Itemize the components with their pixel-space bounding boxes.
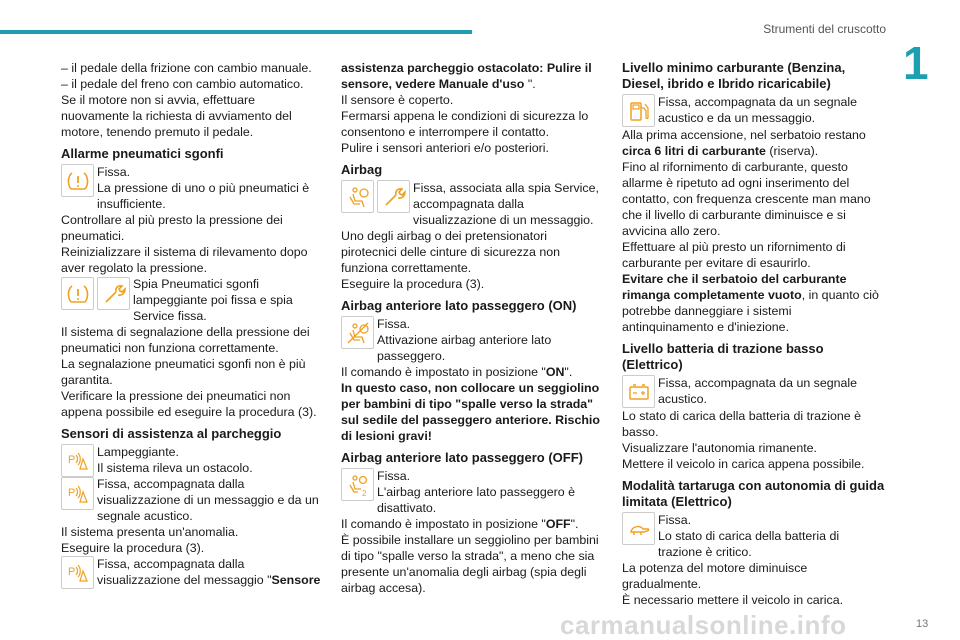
text: Fissa, accompagnata dalla visualizzazione del messaggio "	[97, 557, 272, 587]
text: L'airbag anteriore lato passeggero è disattivato.	[377, 485, 575, 515]
fuel-icon	[622, 94, 655, 127]
text: Se il motore non si avvia, effettuare nuovamente la richiesta di avviamento del motore, tenendo premuto il pedale.	[61, 93, 292, 139]
text: Pulire i sensori anteriori e/o posteriori.	[341, 141, 549, 155]
column-1	[61, 60, 323, 589]
text: Reinizializzare il sistema di rilevamento dopo aver regolato la pressione.	[61, 245, 308, 275]
text: Fissa, accompagnata da un segnale acustico e da un messaggio.	[658, 95, 858, 125]
page-number: 13	[916, 618, 929, 630]
text: ".	[570, 517, 579, 531]
text: Il sistema di segnalazione della pressione dei pneumatici non funziona correttamente.	[61, 325, 310, 355]
parking-sensor-icon	[61, 556, 94, 589]
text: È possibile installare un seggiolino per bambini di tipo "spalle verso la strada", a meno che sia presente un'anomalia degli airbag (spia degli airbag accesa).	[341, 533, 599, 595]
text: Spia Pneumatici sgonfi lampeggiante poi fissa e spia Service fissa.	[133, 277, 293, 323]
watermark: carmanualsonline.info	[560, 610, 847, 640]
airbag-on-icon	[341, 316, 374, 349]
text-bold: ON	[545, 365, 565, 379]
text: Fino al rifornimento di carburante, questo allarme è ripetuto ad ogni inserimento del contatto, con frequenza crescente man mano che il livello di carburante diminuisce e si avvicina allo zero.	[622, 160, 871, 238]
airbag-icon	[341, 180, 374, 213]
text: Eseguire la procedura (3).	[61, 541, 205, 555]
tyre-pressure-icon	[61, 164, 94, 197]
tyre-pressure-icon	[61, 277, 94, 310]
text: – il pedale della frizione con cambio manuale.	[61, 61, 312, 75]
airbag-off-icon	[341, 468, 374, 501]
text: Il sistema rileva un ostacolo.	[97, 461, 253, 475]
text: (riserva).	[765, 144, 819, 158]
service-wrench-icon	[377, 180, 410, 213]
text: Lo stato di carica della batteria di trazione è critico.	[658, 529, 840, 559]
text: , in quanto ciò potrebbe danneggiare i sistemi antinquinamento e d'iniezione.	[622, 288, 879, 334]
text: Fissa.	[658, 513, 692, 527]
section-heading: Allarme pneumatici sgonfi	[61, 146, 224, 161]
text: Fermarsi appena le condizioni di sicurezza lo consentono e interrompere il contatto.	[341, 109, 589, 139]
text: Fissa.	[97, 165, 131, 179]
warning-text: In questo caso, non collocare un seggiolino per bambini di tipo "spalle verso la strada" sul sedile del passeggero anteriore. Rischio di lesioni gravi!	[341, 381, 600, 443]
text: Effettuare al più presto un rifornimento di carburante per evitare di esaurirlo.	[622, 240, 846, 270]
text: Alla prima accensione, nel serbatoio restano	[622, 128, 866, 142]
text-bold: Sensore	[271, 573, 321, 587]
text: Mettere il veicolo in carica appena possibile.	[622, 457, 865, 471]
service-wrench-icon	[97, 277, 130, 310]
svg-text:P: P	[67, 453, 75, 466]
text: Il comando è impostato in posizione "	[341, 517, 546, 531]
text-bold: OFF	[545, 517, 571, 531]
section-heading: Airbag anteriore lato passeggero (ON)	[341, 298, 577, 313]
section-heading: Modalità tartaruga con autonomia di guida limitata (Elettrico)	[622, 478, 885, 509]
text: Lampeggiante.	[97, 445, 179, 459]
text: Fissa.	[377, 469, 411, 483]
text: La pressione di uno o più pneumatici è insufficiente.	[97, 181, 310, 211]
text: Lo stato di carica della batteria di trazione è basso.	[622, 409, 862, 439]
header-accent-bar	[0, 30, 472, 34]
text-bold: Evitare che il serbatoio del carburante rimanga completamente vuoto	[622, 272, 847, 302]
text: La potenza del motore diminuisce gradualmente.	[622, 561, 808, 591]
text: – il pedale del freno con cambio automatico.	[61, 77, 304, 91]
section-heading: Livello minimo carburante (Benzina, Diesel, ibrido e Ibrido ricaricabile)	[622, 60, 846, 91]
text: Fissa, associata alla spia Service, accompagnata dalla visualizzazione di un messaggio.	[413, 181, 599, 227]
text: ".	[564, 365, 573, 379]
text: La segnalazione pneumatici sgonfi non è più garantita.	[61, 357, 306, 387]
section-heading: Airbag anteriore lato passeggero (OFF)	[341, 450, 583, 465]
header-title: Strumenti del cruscotto	[763, 22, 886, 36]
section-heading: Sensori di assistenza al parcheggio	[61, 426, 282, 441]
text: Attivazione airbag anteriore lato passeggero.	[377, 333, 552, 363]
text: Fissa, accompagnata da un segnale acustico.	[658, 376, 858, 406]
text-bold: circa 6 litri di carburante	[622, 144, 766, 158]
section-heading: Airbag	[341, 162, 383, 177]
svg-text:P: P	[67, 486, 75, 499]
column-2	[341, 60, 603, 596]
column-3	[622, 60, 886, 608]
svg-text:P: P	[67, 565, 75, 578]
traction-battery-icon	[622, 375, 655, 408]
text: È necessario mettere il veicolo in carica.	[622, 593, 844, 607]
text: Il sistema presenta un'anomalia.	[61, 525, 239, 539]
text: Verificare la pressione dei pneumatici non appena possibile ed eseguire la procedura (3).	[61, 389, 317, 419]
text: Visualizzare l'autonomia rimanente.	[622, 441, 817, 455]
text: Il comando è impostato in posizione "	[341, 365, 546, 379]
text: ".	[524, 77, 536, 91]
text: Eseguire la procedura (3).	[341, 277, 485, 291]
text: Fissa.	[377, 317, 411, 331]
svg-text:2: 2	[361, 488, 366, 497]
text: Fissa, accompagnata dalla visualizzazione di un messaggio e da un segnale acustico.	[97, 477, 319, 523]
section-heading: Livello batteria di trazione basso (Elettrico)	[622, 341, 824, 372]
text: Uno degli airbag o dei pretensionatori pirotecnici delle cinture di sicurezza non funziona correttamente.	[341, 229, 561, 275]
parking-sensor-icon	[61, 444, 94, 477]
chapter-number: 1	[903, 37, 929, 89]
text-bold: assistenza parcheggio ostacolato: Pulire il sensore, vedere Manuale d'uso	[341, 61, 592, 91]
text: Il sensore è coperto.	[341, 93, 454, 107]
parking-sensor-icon	[61, 477, 94, 510]
turtle-icon	[622, 512, 655, 545]
text: Controllare al più presto la pressione dei pneumatici.	[61, 213, 283, 243]
